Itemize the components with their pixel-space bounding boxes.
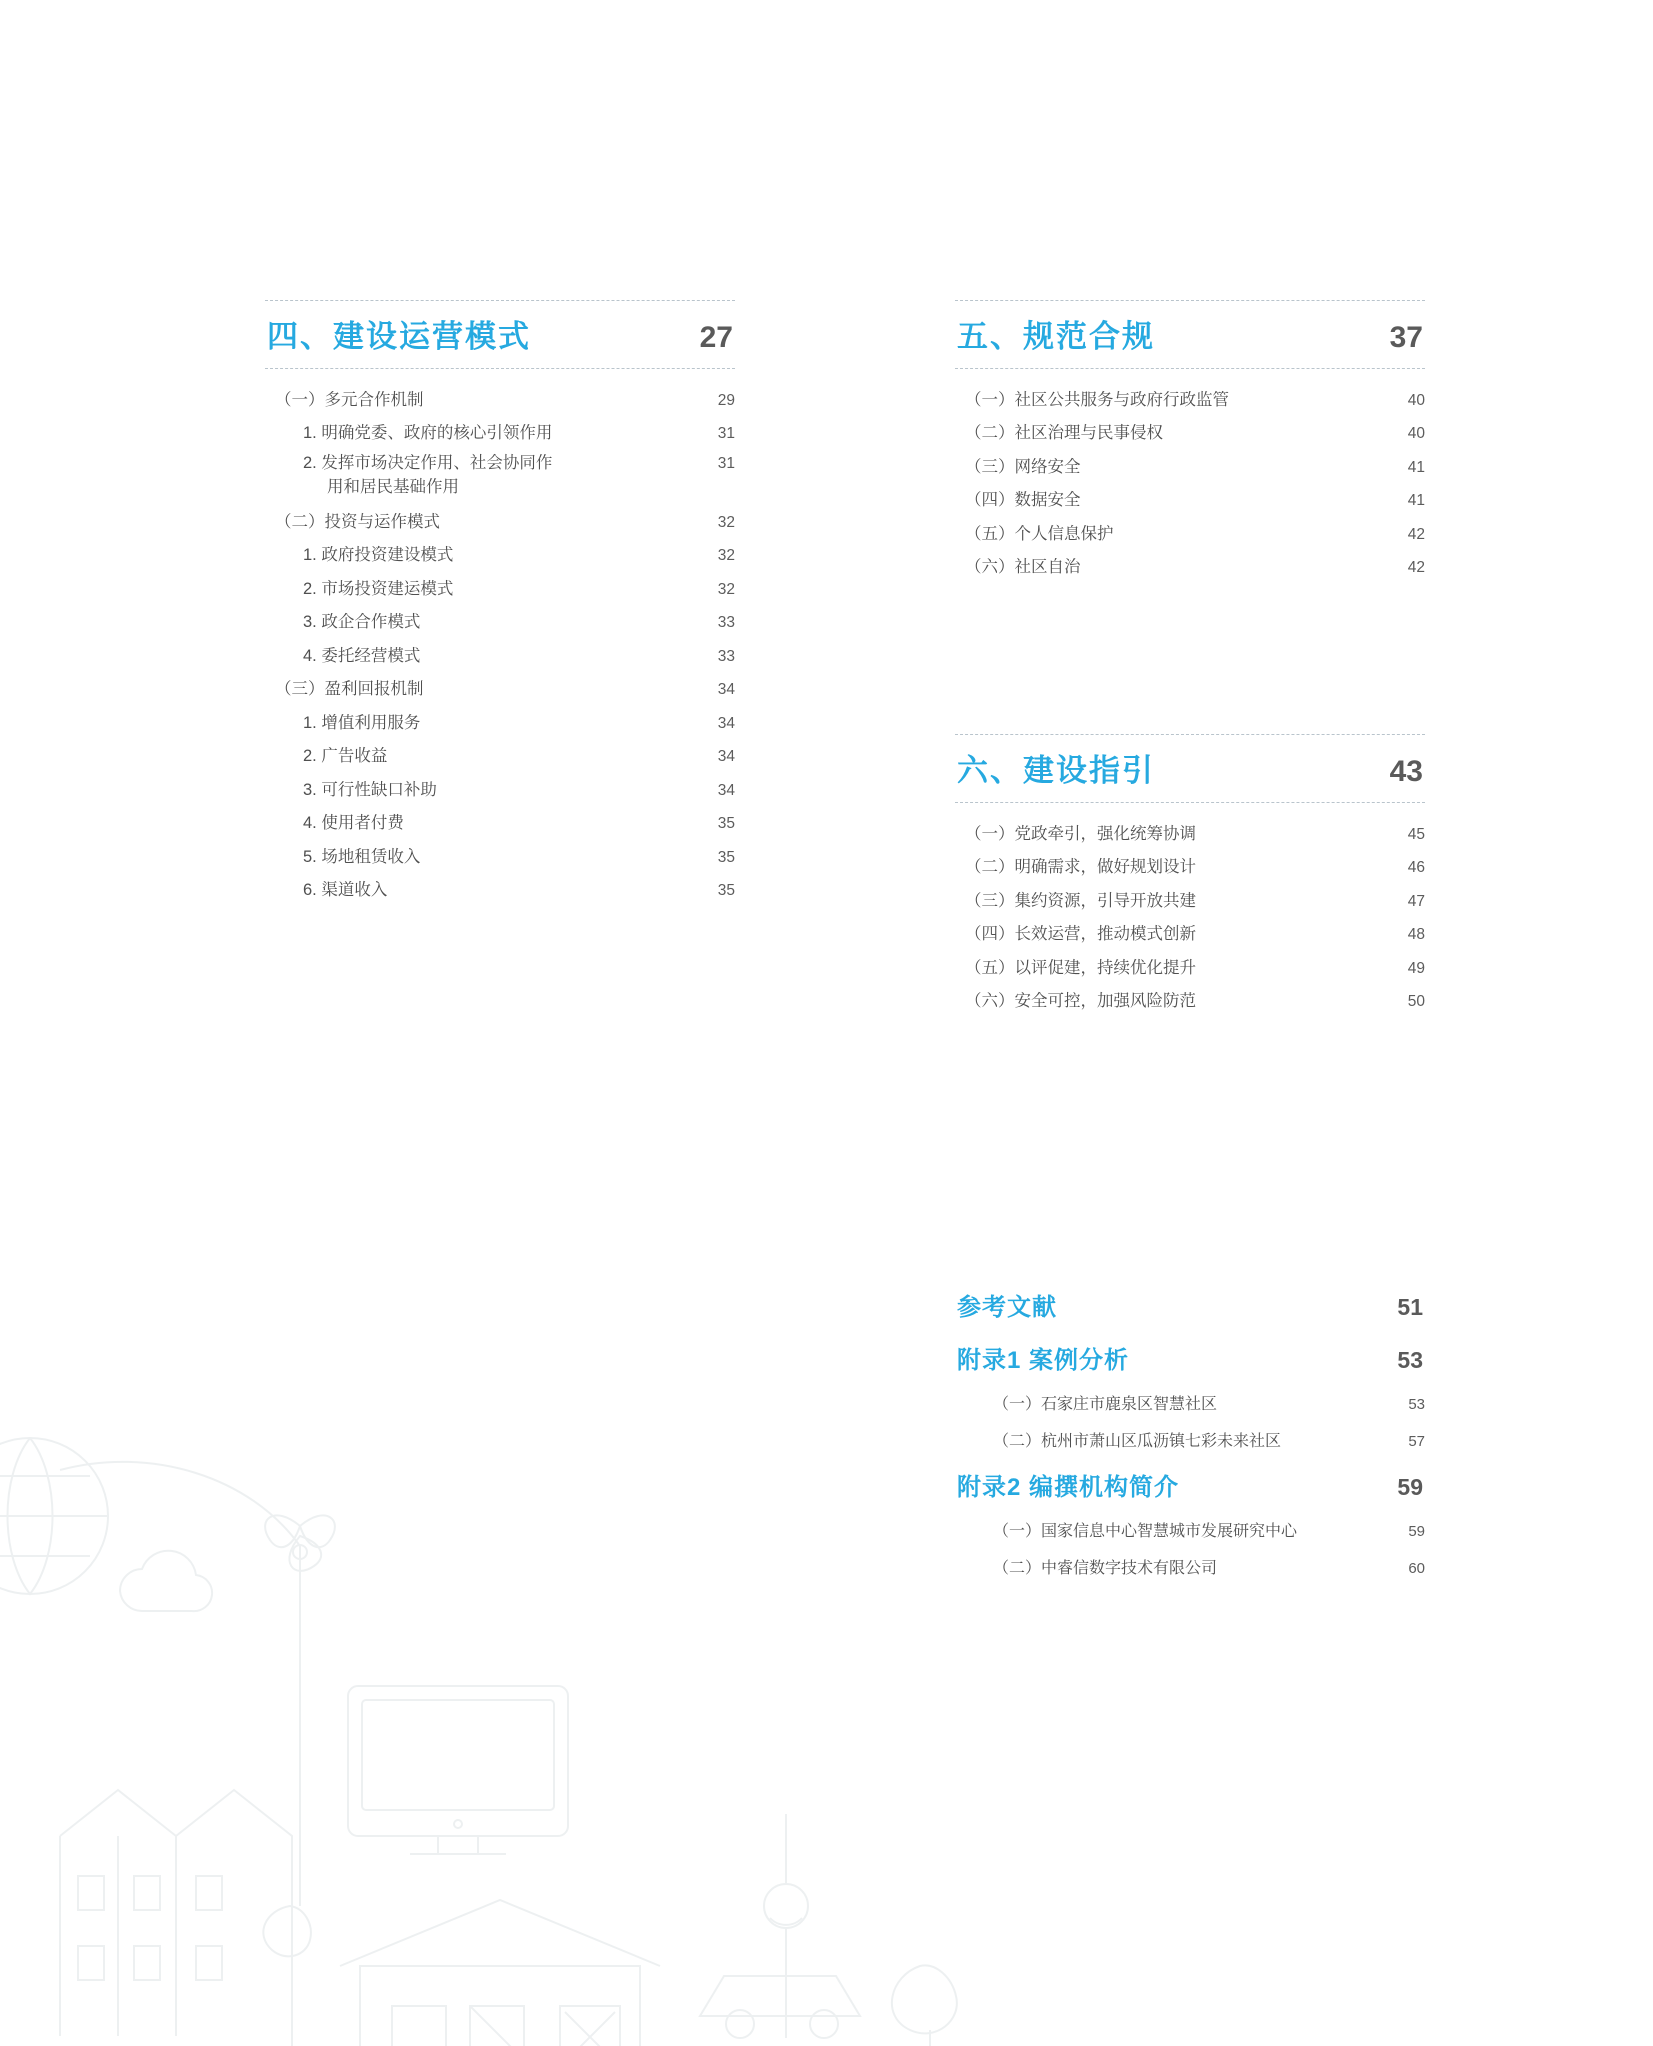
toc-entry-label: 4. 委托经营模式 xyxy=(303,646,421,665)
toc-entry-label: （三）盈利回报机制 xyxy=(275,680,424,698)
toc-entry-label: （一）社区公共服务与政府行政监管 xyxy=(965,390,1229,409)
toc-entry-page: 48 xyxy=(1407,926,1425,943)
toc-entry-page: 34 xyxy=(717,748,735,765)
toc-entry-page: 35 xyxy=(717,815,735,832)
section-heading[interactable] xyxy=(955,734,1425,803)
toc-entry-page: 47 xyxy=(1407,892,1425,910)
toc-entry-label: 4. 使用者付费 xyxy=(303,814,404,832)
toc-entry[interactable] xyxy=(265,807,735,841)
toc-entry-label: 2. 市场投资建运模式 xyxy=(303,579,454,598)
toc-entry[interactable] xyxy=(265,773,735,807)
toc-entry-page: 46 xyxy=(1407,859,1425,876)
toc-entry[interactable] xyxy=(955,817,1425,851)
toc-entry-label: （三）网络安全 xyxy=(965,457,1081,476)
toc-entry[interactable] xyxy=(265,572,735,606)
toc-entry-label: 1. 政府投资建设模式 xyxy=(303,546,454,564)
toc-entry[interactable] xyxy=(265,539,735,573)
toc-entry-page: 34 xyxy=(717,781,735,799)
back-matter-heading[interactable] xyxy=(955,1331,1425,1384)
toc-entry-label: （五）以评促建，持续优化提升 xyxy=(965,958,1196,977)
toc-entry-label: （四）数据安全 xyxy=(965,491,1081,509)
toc-section-5 xyxy=(955,300,1425,584)
toc-entry[interactable] xyxy=(955,1511,1425,1548)
toc-entry-page: 33 xyxy=(717,614,735,631)
toc-entry-label: （四）长效运营，推动模式创新 xyxy=(965,925,1196,943)
toc-entry-page: 59 xyxy=(1408,1523,1425,1540)
toc-entry-label: 3. 可行性缺口补助 xyxy=(303,780,437,799)
toc-entry[interactable] xyxy=(955,517,1425,551)
toc-entry[interactable] xyxy=(265,639,735,673)
toc-left-column xyxy=(265,300,735,907)
toc-entry-label: （一）多元合作机制 xyxy=(275,390,424,409)
toc-entry[interactable] xyxy=(955,417,1425,451)
toc-entry-page: 60 xyxy=(1408,1560,1425,1577)
toc-entry-label: （二）杭州市萧山区瓜沥镇七彩未来社区 xyxy=(993,1433,1282,1450)
back-matter-heading[interactable] xyxy=(955,1278,1425,1331)
toc-entry-label: （一）国家信息中心智慧城市发展研究中心 xyxy=(993,1523,1298,1540)
toc-entry[interactable] xyxy=(265,417,735,451)
toc-entry[interactable] xyxy=(955,951,1425,985)
toc-entry-label: 2. 发挥市场决定作用、社会协同作 xyxy=(303,454,553,472)
toc-entry-page: 31 xyxy=(717,425,735,442)
section-title: 六、建设指引 xyxy=(957,753,1155,788)
toc-entry-page: 29 xyxy=(717,391,735,409)
toc-entry-label: （六）社区自治 xyxy=(965,558,1081,576)
toc-entry-label: （六）安全可控，加强风险防范 xyxy=(965,992,1196,1010)
toc-entry-page: 32 xyxy=(717,547,735,564)
toc-entry[interactable] xyxy=(955,1421,1425,1458)
toc-entry-label: （二）中睿信数字技术有限公司 xyxy=(993,1560,1218,1577)
toc-entry-label: （一）石家庄市鹿泉区智慧社区 xyxy=(993,1396,1218,1413)
toc-entry[interactable] xyxy=(955,851,1425,885)
toc-entry-page: 31 xyxy=(717,455,735,472)
back-matter-title: 附录1 案例分析 xyxy=(957,1347,1130,1374)
toc-right-column xyxy=(955,300,1425,1585)
section-page: 27 xyxy=(699,321,733,354)
toc-entry-page: 57 xyxy=(1408,1433,1425,1450)
toc-entry-label: 2. 广告收益 xyxy=(303,747,388,765)
toc-entry[interactable] xyxy=(955,484,1425,518)
toc-entry[interactable] xyxy=(265,874,735,908)
section-page: 43 xyxy=(1389,755,1423,788)
decorative-city-illustration xyxy=(0,1406,980,2046)
section-title: 五、规范合规 xyxy=(957,319,1155,354)
toc-entry[interactable] xyxy=(265,383,735,417)
toc-entry-label: （三）集约资源，引导开放共建 xyxy=(965,891,1196,910)
toc-entry-page: 41 xyxy=(1407,458,1425,476)
toc-entry[interactable] xyxy=(265,706,735,740)
toc-entry-label: 3. 政企合作模式 xyxy=(303,613,421,631)
toc-entry[interactable] xyxy=(265,606,735,640)
spacer xyxy=(955,1018,1425,1278)
back-matter-title: 附录2 编撰机构简介 xyxy=(957,1474,1180,1501)
toc-entry-page: 42 xyxy=(1407,559,1425,576)
toc-entry-label: 5. 场地租赁收入 xyxy=(303,847,421,866)
toc-entry-page: 50 xyxy=(1407,993,1425,1010)
section-heading[interactable] xyxy=(265,300,735,369)
toc-entry-page: 35 xyxy=(717,848,735,866)
toc-entry-label: （二）投资与运作模式 xyxy=(275,512,440,531)
toc-entry-page: 34 xyxy=(717,714,735,732)
toc-entry-page: 40 xyxy=(1407,391,1425,409)
toc-entry[interactable] xyxy=(955,918,1425,952)
toc-entry-label: （二）社区治理与民事侵权 xyxy=(965,424,1163,442)
toc-section-6 xyxy=(955,734,1425,1018)
back-matter-page: 53 xyxy=(1397,1347,1423,1373)
back-matter-page: 51 xyxy=(1397,1294,1423,1320)
toc-entry[interactable] xyxy=(955,383,1425,417)
back-matter-title: 参考文献 xyxy=(957,1294,1057,1321)
toc-back-matter xyxy=(955,1278,1425,1585)
toc-entry-page: 45 xyxy=(1407,825,1425,843)
toc-entry-label: 1. 明确党委、政府的核心引领作用 xyxy=(303,424,553,442)
toc-entry-page: 41 xyxy=(1407,492,1425,509)
back-matter-heading[interactable] xyxy=(955,1458,1425,1511)
toc-entry-page: 33 xyxy=(717,647,735,665)
toc-entry-label: 用和居民基础作用 xyxy=(327,477,459,496)
toc-entry[interactable] xyxy=(265,450,735,477)
toc-entry-page: 53 xyxy=(1408,1396,1425,1413)
section-heading[interactable] xyxy=(955,300,1425,369)
toc-entry[interactable] xyxy=(955,884,1425,918)
spacer xyxy=(955,584,1425,734)
toc-entry-page: 49 xyxy=(1407,959,1425,977)
toc-entry[interactable] xyxy=(955,985,1425,1019)
section-title: 四、建设运营模式 xyxy=(267,319,531,354)
toc-entry-page: 42 xyxy=(1407,525,1425,543)
toc-entry-page: 35 xyxy=(717,882,735,899)
toc-entry-label: （一）党政牵引，强化统筹协调 xyxy=(965,824,1196,843)
toc-entry[interactable] xyxy=(265,673,735,707)
toc-entry[interactable] xyxy=(265,840,735,874)
toc-entry[interactable] xyxy=(955,1548,1425,1585)
toc-entry[interactable] xyxy=(955,1384,1425,1421)
toc-entry-page: 32 xyxy=(717,513,735,531)
toc-entry-continuation xyxy=(265,477,735,506)
section-page: 37 xyxy=(1389,321,1423,354)
toc-entry[interactable] xyxy=(265,740,735,774)
toc-entry-label: 6. 渠道收入 xyxy=(303,881,388,899)
toc-entry-label: 1. 增值利用服务 xyxy=(303,713,421,732)
toc-entry-label: （二）明确需求，做好规划设计 xyxy=(965,858,1196,876)
toc-entry[interactable] xyxy=(955,551,1425,585)
toc-entry-page: 32 xyxy=(717,580,735,598)
toc-entry-page: 34 xyxy=(717,681,735,698)
toc-section-4 xyxy=(265,300,735,907)
toc-entry[interactable] xyxy=(265,505,735,539)
toc-entry-page: 40 xyxy=(1407,425,1425,442)
back-matter-page: 59 xyxy=(1397,1474,1423,1500)
toc-entry-label: （五）个人信息保护 xyxy=(965,524,1114,543)
toc-entry[interactable] xyxy=(955,450,1425,484)
